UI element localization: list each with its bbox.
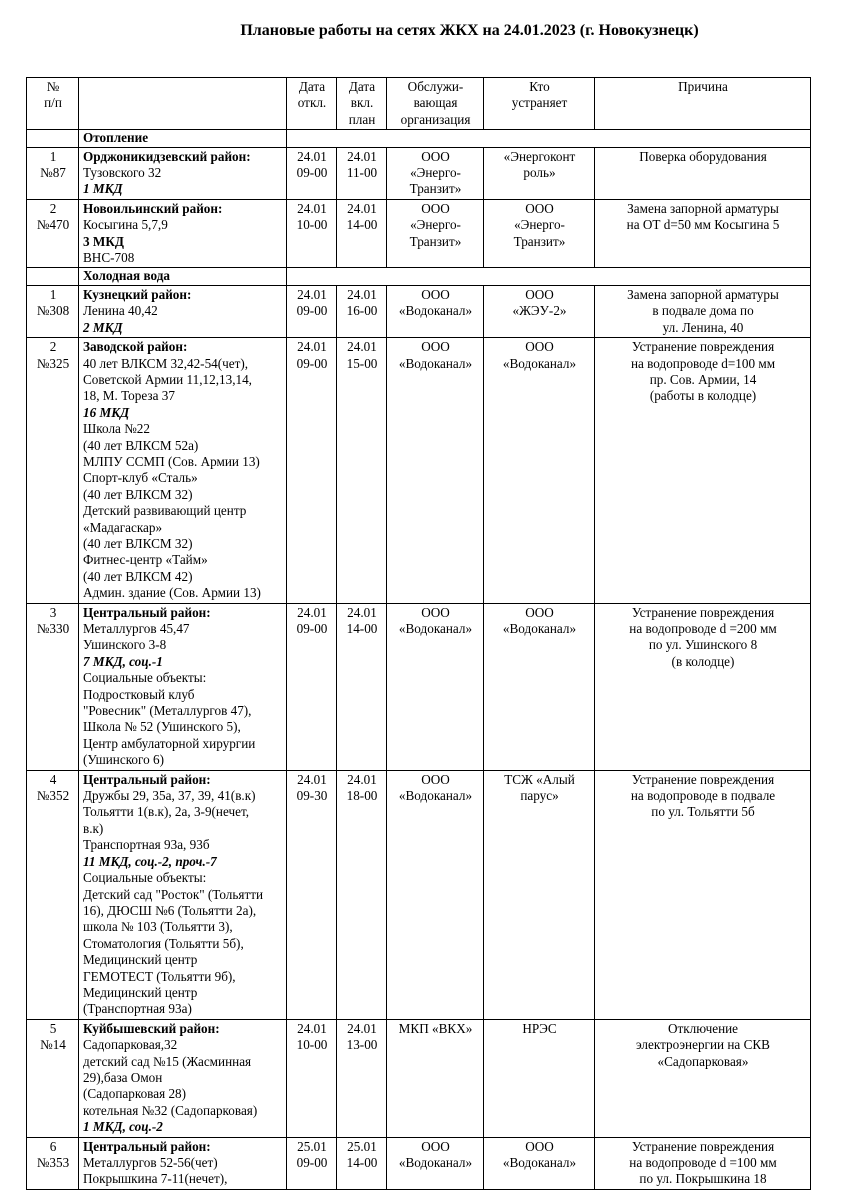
row-num-cell: [27, 338, 79, 604]
address-line: (40 лет ВЛКСМ 52а): [83, 437, 199, 453]
row-reason-cell-line: на водопроводе в подвале: [630, 788, 776, 804]
row-reason-cell-line: Поверка оборудования: [639, 148, 767, 164]
address-line: (40 лет ВЛКСМ 32): [83, 535, 193, 551]
row-date-on-cell: [337, 770, 387, 1019]
address-line: 16), ДЮСШ №6 (Тольятти 2а),: [83, 902, 257, 918]
row-place-cell: [79, 199, 287, 268]
works-table: [26, 77, 811, 1190]
row-fixer-cell: [484, 1019, 595, 1137]
row-num-cell-line: 2: [49, 200, 57, 216]
address-line: (Ушинского 6): [83, 752, 164, 768]
row-fixer-cell-line: НРЭС: [522, 1020, 557, 1036]
address-line: (Садопарковая 28): [83, 1086, 187, 1102]
row-num-cell: [27, 603, 79, 770]
table-row: [27, 199, 811, 268]
row-place-cell: [79, 147, 287, 199]
address-line: Покрышкина 7-11(нечет),: [83, 1171, 228, 1187]
row-date-off-cell-line: 24.01: [297, 200, 327, 216]
row-reason-cell-line: Устранение повреждения: [631, 771, 775, 787]
row-date-off-cell-line: 24.01: [297, 339, 327, 355]
row-date-on-cell-line: 14-00: [346, 217, 378, 233]
row-reason-cell: [595, 770, 811, 1019]
row-num-cell-line: №325: [36, 355, 70, 371]
row-fixer-cell-line: парус»: [520, 788, 559, 804]
row-org-cell-line: ООО: [421, 604, 450, 620]
row-org-cell: [387, 1137, 484, 1189]
row-reason-cell-line: электроэнергии на СКВ: [636, 1037, 770, 1053]
row-reason-cell-line: в подвале дома по: [652, 303, 754, 319]
row-reason-cell: [595, 285, 811, 337]
row-date-off-cell-line: 09-00: [296, 303, 328, 319]
row-reason-cell-line: Устранение повреждения: [631, 604, 775, 620]
row-fixer-cell: [484, 603, 595, 770]
row-org-cell: [387, 770, 484, 1019]
row-date-on-cell: [337, 603, 387, 770]
district-name: Центральный район:: [83, 771, 211, 787]
header-date-off: [287, 78, 337, 130]
mkd-count: 16 МКД: [83, 404, 130, 420]
header-fixer-line: устраняет: [511, 95, 568, 111]
row-reason-cell-line: на водопроводе d =200 мм: [629, 621, 777, 636]
section-title: Отопление: [79, 130, 287, 147]
address-line: детский сад №15 (Жасминная: [83, 1053, 252, 1069]
address-line: Социальные объекты:: [83, 670, 207, 686]
row-date-off-cell-line: 25.01: [297, 1138, 327, 1154]
address-line: Ушинского 3-8: [83, 637, 167, 653]
row-org-cell-line: ООО: [421, 286, 450, 302]
row-date-on-cell-line: 16-00: [346, 303, 378, 319]
row-org-cell-line: ООО: [421, 200, 450, 216]
row-date-off-cell: [287, 147, 337, 199]
address-line: (Транспортная 93а): [83, 1001, 192, 1017]
row-date-off-cell: [287, 285, 337, 337]
table-row: [27, 603, 811, 770]
section-empty-cell: [287, 268, 811, 285]
row-date-on-cell-line: 24.01: [347, 200, 377, 216]
row-date-on-cell: [337, 199, 387, 268]
row-reason-cell-line: Отключение: [667, 1020, 739, 1036]
address-line: «Мадагаскар»: [83, 519, 163, 535]
row-date-on-cell-line: 11-00: [346, 165, 378, 181]
section-row: [27, 130, 811, 147]
row-org-cell-line: Транзит»: [409, 181, 462, 197]
row-date-on-cell-line: 24.01: [347, 1020, 377, 1036]
table-row: [27, 1137, 811, 1189]
address-line: Школа № 52 (Ушинского 5),: [83, 719, 241, 735]
row-date-on-cell-line: 14-00: [346, 1155, 378, 1170]
row-date-off-cell-line: 09-00: [296, 165, 328, 181]
row-date-off-cell-line: 09-00: [296, 355, 328, 371]
address-line: Фитнес-центр «Тайм»: [83, 552, 208, 568]
address-line: Центр амбулаторной хирургии: [83, 735, 256, 751]
district-name: Центральный район:: [83, 604, 211, 620]
row-num-cell-line: 3: [49, 604, 57, 620]
row-org-cell: [387, 1019, 484, 1137]
row-reason-cell-line: по ул. Тольятти 5б: [651, 804, 755, 820]
row-fixer-cell: [484, 1137, 595, 1189]
header-num: [27, 78, 79, 130]
row-num-cell-line: №87: [40, 165, 66, 181]
row-place-cell: [79, 770, 287, 1019]
section-num-cell: [27, 130, 79, 147]
table-row: [27, 285, 811, 337]
row-fixer-cell-line: «Энергоконт: [503, 148, 576, 164]
row-date-on-cell: [337, 338, 387, 604]
row-place-cell: [79, 285, 287, 337]
row-date-on-cell-line: 13-00: [346, 1037, 378, 1053]
row-date-off-cell-line: 24.01: [297, 1020, 327, 1036]
address-line: Дружбы 29, 35а, 37, 39, 41(в.к): [83, 788, 256, 804]
header-num-line: №: [46, 79, 60, 94]
row-reason-cell: [595, 147, 811, 199]
district-name: Куйбышевский район:: [83, 1020, 220, 1036]
row-date-on-cell-line: 24.01: [347, 286, 377, 302]
row-num-cell-line: №352: [36, 788, 70, 804]
row-num-cell: [27, 1019, 79, 1137]
row-date-off-cell-line: 24.01: [297, 604, 327, 620]
row-place-cell: [79, 603, 287, 770]
mkd-count: 7 МКД, соц.-1: [83, 653, 163, 669]
row-date-off-cell-line: 09-00: [296, 621, 328, 636]
header-org: [387, 78, 484, 130]
address-line: ВНС-708: [83, 250, 135, 266]
address-line: Школа №22: [83, 421, 150, 437]
row-reason-cell-line: ул. Ленина, 40: [662, 319, 744, 335]
row-date-on-cell-line: 24.01: [347, 339, 377, 355]
row-num-cell-line: №470: [36, 217, 70, 233]
row-date-off-cell-line: 09-00: [296, 1155, 328, 1170]
row-org-cell: [387, 338, 484, 604]
row-fixer-cell-line: «Энерго-: [514, 217, 565, 233]
address-line: Косыгина 5,7,9: [83, 217, 168, 233]
row-date-off-cell: [287, 770, 337, 1019]
row-reason-cell-line: (работы в колодце): [649, 388, 757, 404]
row-org-cell: [387, 199, 484, 268]
row-reason-cell-line: пр. Сов. Армии, 14: [649, 371, 757, 387]
row-fixer-cell-line: «ЖЭУ-2»: [512, 303, 567, 319]
row-fixer-cell-line: ООО: [525, 200, 554, 216]
row-reason-cell-line: на ОТ d=50 мм Косыгина 5: [626, 217, 780, 233]
row-date-on-cell-line: 24.01: [347, 148, 377, 164]
row-date-on-cell-line: 14-00: [346, 621, 378, 636]
row-date-off-cell: [287, 603, 337, 770]
row-date-on-cell: [337, 285, 387, 337]
row-org-cell-line: ООО: [421, 339, 450, 355]
row-fixer-cell: [484, 770, 595, 1019]
row-date-on-cell: [337, 1137, 387, 1189]
row-org-cell: [387, 147, 484, 199]
row-date-off-cell: [287, 1137, 337, 1189]
table-row: [27, 1019, 811, 1137]
row-reason-cell: [595, 1019, 811, 1137]
row-reason-cell-line: Устранение повреждения: [631, 339, 775, 355]
row-reason-cell-line: на водопроводе d =100 мм: [629, 1155, 777, 1170]
row-org-cell: [387, 603, 484, 770]
row-org-cell-line: «Водоканал»: [398, 1155, 473, 1170]
address-line: котельная №32 (Садопарковая): [83, 1102, 258, 1118]
address-line: Тузовского 32: [83, 165, 162, 181]
address-line: Ленина 40,42: [83, 303, 158, 319]
row-fixer-cell: [484, 147, 595, 199]
mkd-count: 2 МКД: [83, 319, 123, 335]
row-num-cell: [27, 770, 79, 1019]
row-fixer-cell-line: ООО: [525, 286, 554, 302]
row-date-off-cell-line: 10-00: [296, 217, 328, 233]
row-reason-cell: [595, 603, 811, 770]
row-num-cell-line: 1: [49, 148, 57, 164]
address-line: Детский развивающий центр: [83, 503, 247, 519]
header-org-line: Обслужи-: [407, 79, 464, 94]
row-fixer-cell-line: ООО: [525, 1138, 554, 1154]
district-name: Заводской район:: [83, 339, 188, 355]
row-org-cell-line: Транзит»: [409, 233, 462, 249]
row-place-cell: [79, 338, 287, 604]
header-org-line: организация: [400, 111, 471, 127]
row-fixer-cell-line: «Водоканал»: [502, 355, 577, 371]
address-line: Стоматология (Тольятти 5б),: [83, 935, 244, 951]
row-fixer-cell: [484, 285, 595, 337]
page-title: Плановые работы на сетях ЖКХ на 24.01.2023 (г. Новокузнецк): [240, 22, 699, 39]
address-line: Социальные объекты:: [83, 870, 207, 886]
row-num-cell-line: 5: [49, 1020, 57, 1036]
header-reason: Причина: [595, 78, 811, 130]
address-line: Советской Армии 11,12,13,14,: [83, 371, 252, 387]
row-num-cell-line: №308: [36, 303, 70, 319]
row-org-cell-line: ООО: [421, 771, 450, 787]
row-org-cell-line: «Энерго-: [410, 165, 461, 181]
header-date-on-line: план: [348, 111, 376, 127]
address-line: 18, М. Тореза 37: [83, 388, 175, 404]
section-title: Холодная вода: [79, 268, 287, 285]
address-line: (40 лет ВЛКСМ 32): [83, 486, 193, 502]
row-date-off-cell-line: 24.01: [297, 148, 327, 164]
row-fixer-cell-line: «Водоканал»: [502, 1155, 577, 1170]
row-fixer-cell-line: ООО: [525, 604, 554, 620]
header-date-on: [337, 78, 387, 130]
row-date-off-cell: [287, 1019, 337, 1137]
address-line: Транспортная 93а, 93б: [83, 837, 210, 853]
header-org-line: вающая: [413, 95, 458, 111]
district-name: Кузнецкий район:: [83, 286, 192, 302]
address-line: 40 лет ВЛКСМ 32,42-54(чет),: [83, 355, 249, 371]
row-reason-cell-line: на водопроводе d=100 мм: [630, 355, 776, 371]
address-line: Спорт-клуб «Сталь»: [83, 470, 198, 486]
row-num-cell: [27, 285, 79, 337]
address-line: 29),база Омон: [83, 1069, 163, 1085]
row-reason-cell: [595, 199, 811, 268]
address-line: ГЕМОТЕСТ (Тольятти 9б),: [83, 968, 236, 984]
row-num-cell: [27, 199, 79, 268]
row-date-on-cell-line: 15-00: [346, 355, 378, 371]
row-reason-cell-line: Устранение повреждения: [631, 1138, 775, 1154]
row-num-cell: [27, 1137, 79, 1189]
row-org-cell-line: МКП «ВКХ»: [398, 1020, 473, 1036]
row-org-cell-line: «Водоканал»: [398, 355, 473, 371]
row-reason-cell: [595, 338, 811, 604]
row-num-cell-line: №353: [36, 1155, 70, 1170]
address-line: Админ. здание (Сов. Армии 13): [83, 585, 261, 601]
row-date-off-cell-line: 24.01: [297, 286, 327, 302]
row-place-cell: [79, 1137, 287, 1189]
row-reason-cell-line: Замена запорной арматуры: [627, 200, 779, 216]
header-date-off-line: Дата: [298, 79, 326, 94]
row-fixer-cell: [484, 338, 595, 604]
address-line: Тольятти 1(в.к), 2а, 3-9(нечет,: [83, 804, 250, 820]
address-line: Медицинский центр: [83, 952, 198, 968]
row-org-cell-line: ООО: [421, 148, 450, 164]
header-date-on-line: Дата: [348, 79, 376, 94]
address-line: МЛПУ ССМП (Сов. Армии 13): [83, 453, 260, 469]
row-fixer-cell-line: роль»: [523, 165, 556, 181]
row-org-cell: [387, 285, 484, 337]
section-num-cell: [27, 268, 79, 285]
mkd-count: 1 МКД, соц.-2: [83, 1119, 163, 1135]
row-num-cell-line: 1: [49, 286, 57, 302]
row-date-on-cell-line: 24.01: [347, 604, 377, 620]
row-fixer-cell-line: ООО: [525, 339, 554, 355]
address-line: Детский сад "Росток" (Тольятти: [83, 886, 264, 902]
row-num-cell-line: 6: [49, 1138, 57, 1154]
section-row: [27, 268, 811, 285]
row-date-off-cell: [287, 199, 337, 268]
table-header-row: [27, 78, 811, 130]
header-place: [79, 78, 287, 130]
district-name: Орджоникидзевский район:: [83, 148, 251, 164]
header-fixer: [484, 78, 595, 130]
table-row: [27, 338, 811, 604]
row-num-cell-line: 4: [49, 771, 57, 787]
row-reason-cell-line: Замена запорной арматуры: [627, 286, 779, 302]
row-org-cell-line: «Водоканал»: [398, 788, 473, 804]
row-fixer-cell-line: «Водоканал»: [502, 621, 577, 636]
row-org-cell-line: «Энерго-: [410, 217, 461, 233]
header-date-on-line: вкл.: [350, 95, 374, 111]
row-fixer-cell-line: Транзит»: [513, 233, 566, 249]
table-body: [27, 130, 811, 1190]
mkd-count: 11 МКД, соц.-2, проч.-7: [83, 853, 217, 869]
row-reason-cell: [595, 1137, 811, 1189]
row-num-cell-line: №330: [36, 621, 70, 636]
district-name: Новоильинский район:: [83, 200, 223, 216]
address-line: Медицинский центр: [83, 984, 198, 1000]
header-fixer-line: Кто: [529, 79, 550, 94]
address-line: в.к): [83, 820, 104, 836]
district-name: Центральный район:: [83, 1138, 211, 1154]
row-fixer-cell-line: ТСЖ «Алый: [504, 771, 575, 787]
row-fixer-cell: [484, 199, 595, 268]
table-row: [27, 770, 811, 1019]
section-empty-cell: [287, 130, 811, 147]
row-date-on-cell: [337, 1019, 387, 1137]
address-line: "Ровесник" (Металлургов 47),: [83, 703, 252, 719]
row-reason-cell-line: по ул. Покрышкина 18: [639, 1171, 767, 1187]
mkd-count: 1 МКД: [83, 181, 123, 197]
row-date-on-cell-line: 18-00: [346, 788, 378, 804]
address-line: Садопарковая,32: [83, 1037, 178, 1053]
row-date-on-cell-line: 24.01: [347, 771, 377, 787]
header-num-line: п/п: [44, 95, 62, 111]
address-line: школа № 103 (Тольятти 3),: [83, 919, 233, 935]
row-org-cell-line: ООО: [421, 1138, 450, 1154]
row-reason-cell-line: по ул. Ушинского 8: [648, 637, 758, 653]
row-date-on-cell-line: 25.01: [347, 1138, 377, 1154]
row-org-cell-line: «Водоканал»: [398, 303, 473, 319]
row-date-off-cell: [287, 338, 337, 604]
address-line: Подростковый клуб: [83, 686, 195, 702]
row-num-cell: [27, 147, 79, 199]
row-place-cell: [79, 1019, 287, 1137]
row-num-cell-line: №14: [40, 1037, 66, 1053]
row-num-cell-line: 2: [49, 339, 57, 355]
address-line: Металлургов 45,47: [83, 621, 190, 636]
table-row: [27, 147, 811, 199]
row-reason-cell-line: «Садопарковая»: [657, 1053, 749, 1069]
row-date-off-cell-line: 10-00: [296, 1037, 328, 1053]
row-reason-cell-line: (в колодце): [671, 653, 735, 669]
row-date-off-cell-line: 09-30: [296, 788, 328, 804]
header-date-off-line: откл.: [297, 95, 327, 111]
mkd-count: 3 МКД: [83, 233, 124, 249]
row-date-off-cell-line: 24.01: [297, 771, 327, 787]
address-line: (40 лет ВЛКСМ 42): [83, 568, 193, 584]
row-org-cell-line: «Водоканал»: [398, 621, 473, 636]
row-date-on-cell: [337, 147, 387, 199]
address-line: Металлургов 52-56(чет): [83, 1155, 218, 1170]
